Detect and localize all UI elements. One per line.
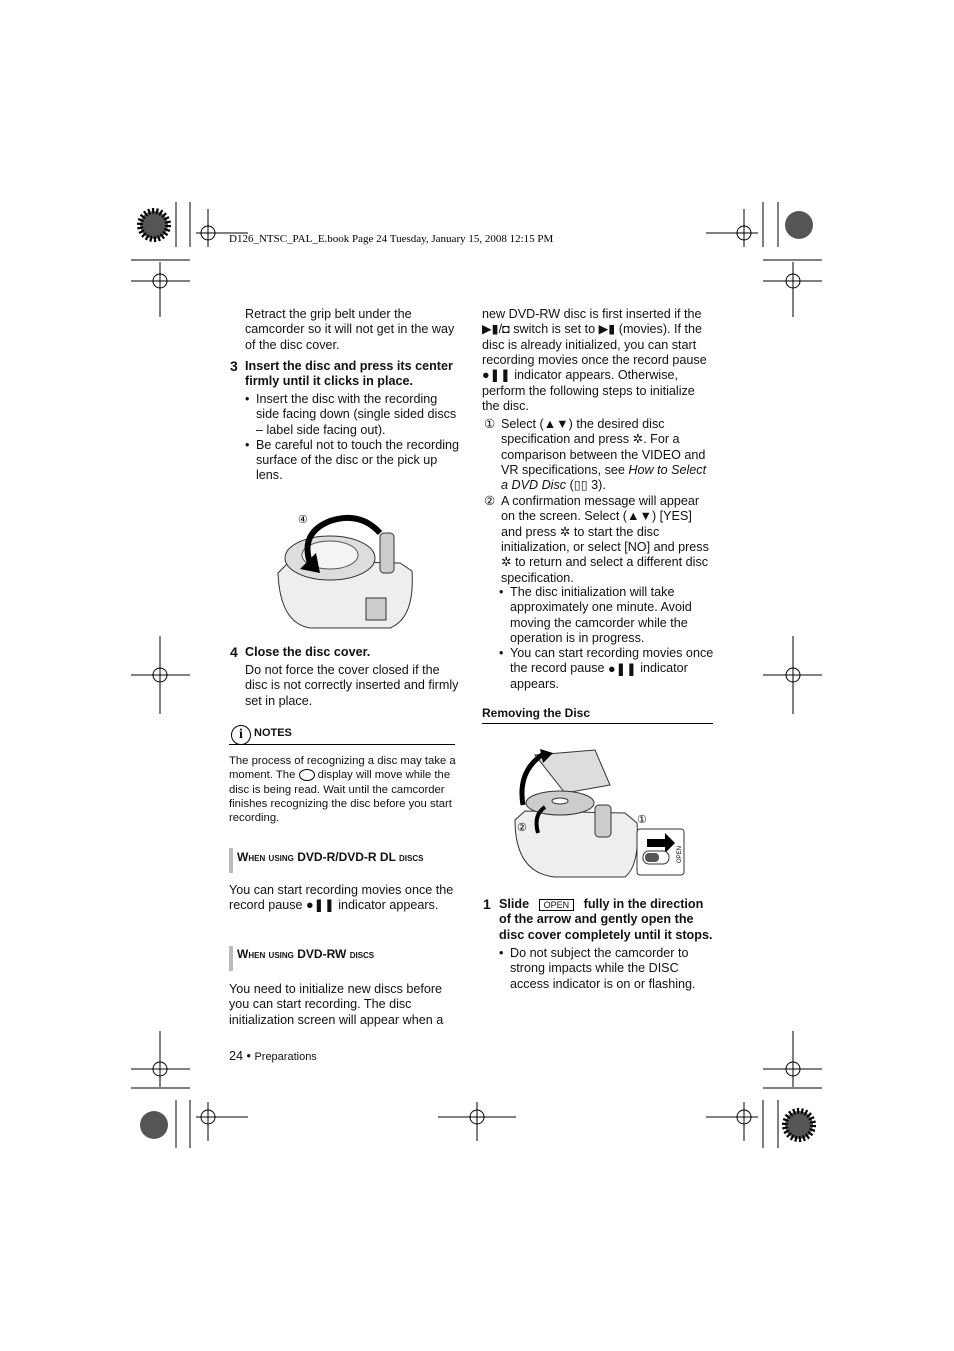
open-switch-key: OPEN: [539, 899, 575, 911]
step-2-number: ②: [484, 494, 496, 508]
divider: [482, 723, 713, 724]
disc-spin-icon: [299, 769, 315, 781]
joystick-icon: ✲: [501, 555, 512, 570]
page-header: D126_NTSC_PAL_E.book Page 24 Tuesday, January 15, 2008 12:15 PM: [229, 233, 554, 245]
record-pause-icon: ●❚❚: [482, 368, 511, 383]
up-down-icon: ▲▼: [543, 417, 569, 432]
joystick-icon: ✲: [632, 432, 644, 447]
section-heading-dvd-rw: When using DVD-RW discs: [237, 947, 375, 961]
step-3-text: Insert the disc and press its center firmly until it clicks in place.: [245, 359, 453, 389]
section-bar: [229, 946, 233, 971]
dvd-r-text: You can start recording movies once the record pause ●❚❚ indicator appears.: [229, 883, 454, 913]
record-pause-icon: ●❚❚: [608, 661, 637, 676]
init-bullets: [499, 585, 714, 692]
step-3-number: 3: [230, 358, 238, 374]
figure-label: ④: [298, 514, 308, 526]
list-item: • Do not subject the camcorder to strong impacts while the DISC access indicator is on or flashing.: [499, 946, 714, 992]
section-name: Preparations: [254, 1051, 317, 1063]
disc-insert-illustration: [270, 503, 420, 633]
list-item: • The disc initialization will take approximately one minute. Avoid moving the camcorder while the operation is in progress.: [499, 585, 714, 646]
step-4-text: Close the disc cover.: [245, 645, 371, 659]
step-1-bullets: [499, 946, 714, 992]
step-4-number: 4: [230, 644, 238, 660]
step-1-number: ①: [484, 417, 496, 431]
disc-removal-illustration: [505, 745, 690, 880]
step-1-remove-number: 1: [483, 896, 491, 912]
init-step-1: Select (▲▼) the desired disc specification and press ✲. For a comparison between the VIDEO and VR specifications, see How to Select a DVD Disc (▯▯ 3).: [501, 417, 707, 493]
info-icon: i: [231, 725, 251, 745]
page-number: 24: [229, 1049, 244, 1063]
init-step-2: A confirmation message will appear on the screen. Select (▲▼) [YES] and press ✲ to start the disc initialization, or select [NO] and press ✲ to return and select a different disc specification.: [501, 494, 709, 585]
movie-photo-switch-icon: ▶▮/◘: [482, 322, 510, 337]
figure-label: ②: [517, 822, 527, 834]
record-pause-icon: ●❚❚: [306, 898, 335, 913]
notes-text: The process of recognizing a disc may take a moment. The display will move while the disc is being read. Wait until the camcorder finishes recognizing the disc before you start recording.: [229, 755, 456, 825]
step-1-remove-text: Slide OPEN fully in the direction of the arrow and gently open the disc cover completely until it stops.: [499, 897, 713, 942]
divider: [229, 744, 455, 745]
step-3-bullets: [245, 392, 461, 484]
open-label: OPEN: [677, 845, 683, 863]
movie-icon: ▶▮: [598, 322, 616, 337]
list-item: • Insert the disc with the recording side facing down (single sided discs – label side facing out).: [245, 392, 461, 438]
removing-heading: Removing the Disc: [482, 706, 591, 720]
section-bar: [229, 848, 233, 873]
section-heading-dvd-r: When using DVD-R/DVD-R DL discs: [237, 850, 424, 864]
notes-title: NOTES: [254, 727, 292, 739]
joystick-icon: ✲: [559, 524, 571, 539]
intro-text: Retract the grip belt under the camcorder so it will not get in the way of the disc cover.: [245, 307, 455, 352]
book-icon: ▯▯: [573, 478, 588, 493]
dvd-rw-continued: new DVD-RW disc is first inserted if the ▶▮/◘ switch is set to ▶▮ (movies). If the disc is already initialized, you can start recording movies once the record pause ●❚❚ indicator appears. Otherwise, perform the following steps to initialize the disc.: [482, 307, 707, 413]
step-4-body: Do not force the cover closed if the disc is not correctly inserted and firmly set in place.: [245, 663, 459, 708]
list-item: • You can start recording movies once the record pause ●❚❚ indicator appears.: [499, 646, 714, 692]
list-item: • Be careful not to touch the recording surface of the disc or the pick up lens.: [245, 438, 461, 484]
page-footer: 24 • Preparations: [229, 1049, 317, 1063]
dvd-rw-text: You need to initialize new discs before you can start recording. The disc initialization screen will appear when a: [229, 982, 444, 1027]
up-down-icon: ▲▼: [627, 509, 652, 524]
figure-label: ①: [637, 814, 647, 826]
